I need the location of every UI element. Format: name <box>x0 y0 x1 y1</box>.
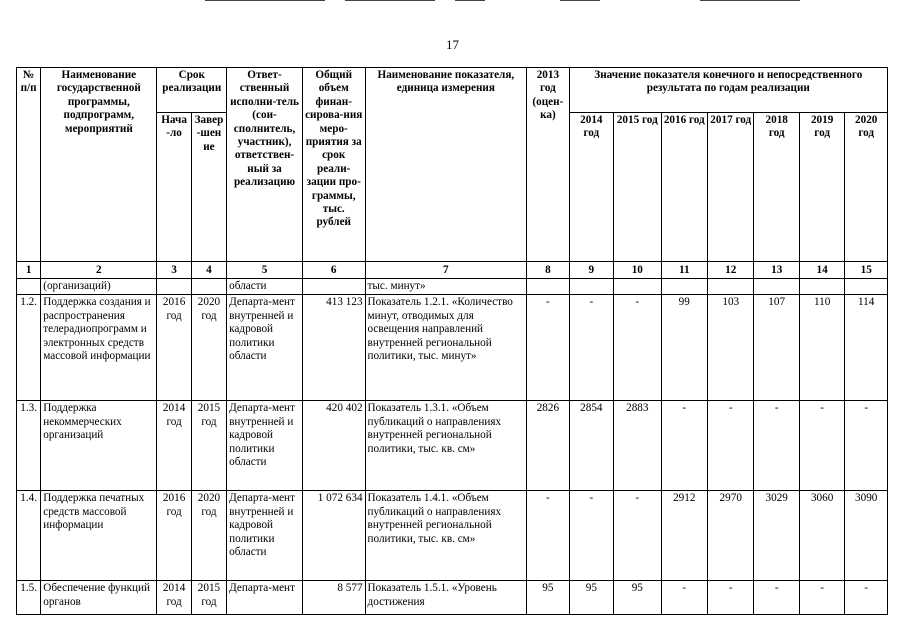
row-number: 1.4. <box>17 491 41 581</box>
row-value: 107 <box>754 295 799 401</box>
column-number: 6 <box>302 262 365 279</box>
scan-top-edge <box>0 0 905 2</box>
row-value: 110 <box>799 295 844 401</box>
row-value: 95 <box>569 581 613 615</box>
row-name: Обеспечение функций органов <box>41 581 157 615</box>
row-indicator: Показатель 1.3.1. «Объем публикаций о направлениях внутренней региональной политики, тыс. кв. см» <box>365 401 527 491</box>
column-number: 4 <box>191 262 226 279</box>
row-volume: 413 123 <box>302 295 365 401</box>
row-value: - <box>708 581 754 615</box>
row-value: - <box>799 401 844 491</box>
column-number: 14 <box>799 262 844 279</box>
table-row <box>17 491 888 581</box>
program-table <box>16 67 888 615</box>
row-end: 2020 год <box>191 295 226 401</box>
row-start: 2014 год <box>157 581 191 615</box>
row-end: 2015 год <box>191 401 226 491</box>
row-responsible: Департа-мент внутренней и кадровой политики области <box>227 491 303 581</box>
row-value: 2970 <box>708 491 754 581</box>
row-value: 114 <box>845 295 888 401</box>
row-number: 1.2. <box>17 295 41 401</box>
row-name: Поддержка некоммерческих организаций <box>41 401 157 491</box>
row-responsible: Департа-мент <box>227 581 303 615</box>
table-row <box>17 401 888 491</box>
row-value: 2883 <box>614 401 661 491</box>
row-name: Поддержка печатных средств массовой информации <box>41 491 157 581</box>
header-funding-volume: Общий объем финан-сирова-ния меро-приятия за срок реали-зации про-граммы, тыс. рублей <box>302 68 365 262</box>
row-responsible: Департа-мент внутренней и кадровой политики области <box>227 295 303 401</box>
row-end: 2020 год <box>191 491 226 581</box>
header-number: № п/п <box>17 68 41 262</box>
header-term-start: Нача-ло <box>157 113 191 262</box>
row-volume: 420 402 <box>302 401 365 491</box>
column-number: 9 <box>569 262 613 279</box>
table-row <box>17 581 888 615</box>
continuation-row <box>17 279 888 295</box>
row-value: - <box>754 581 799 615</box>
row-value: 103 <box>708 295 754 401</box>
row-value-2013: 95 <box>527 581 569 615</box>
row-start: 2014 год <box>157 401 191 491</box>
column-number: 7 <box>365 262 527 279</box>
column-number: 13 <box>754 262 799 279</box>
row-value: - <box>569 491 613 581</box>
header-program-name: Наименование государственной программы, подпрограмм, мероприятий <box>41 68 157 262</box>
column-number: 3 <box>157 262 191 279</box>
table-row <box>17 295 888 401</box>
row-indicator: Показатель 1.2.1. «Количество минут, отводимых для освещения направлений внутренней региональной политики, тыс. минут» <box>365 295 527 401</box>
row-value: 2854 <box>569 401 613 491</box>
column-number: 8 <box>527 262 569 279</box>
row-value: 3029 <box>754 491 799 581</box>
header-year-2018: 2018 год <box>754 113 799 262</box>
row-value-2013: - <box>527 491 569 581</box>
continuation-indicator: тыс. минут» <box>365 279 527 295</box>
row-number: 1.3. <box>17 401 41 491</box>
column-number: 11 <box>661 262 707 279</box>
continuation-responsible: области <box>227 279 303 295</box>
column-number: 2 <box>41 262 157 279</box>
row-value: - <box>569 295 613 401</box>
header-year-2015: 2015 год <box>614 113 661 262</box>
row-value: - <box>754 401 799 491</box>
row-value: 3060 <box>799 491 844 581</box>
row-value: - <box>708 401 754 491</box>
row-value: 99 <box>661 295 707 401</box>
row-value: - <box>661 581 707 615</box>
row-value: 95 <box>614 581 661 615</box>
row-start: 2016 год <box>157 295 191 401</box>
row-value: - <box>614 491 661 581</box>
row-indicator: Показатель 1.4.1. «Объем публикаций о направлениях внутренней региональной политики, тыс. кв. см» <box>365 491 527 581</box>
row-value: - <box>661 401 707 491</box>
row-volume: 8 577 <box>302 581 365 615</box>
column-number: 5 <box>227 262 303 279</box>
header-2013: 2013 год (оцен-ка) <box>527 68 569 262</box>
header-year-2016: 2016 год <box>661 113 707 262</box>
header-year-2017: 2017 год <box>708 113 754 262</box>
row-value: - <box>845 581 888 615</box>
header-row-1 <box>17 68 888 113</box>
column-number: 10 <box>614 262 661 279</box>
row-volume: 1 072 634 <box>302 491 365 581</box>
page-number: 17 <box>446 37 459 52</box>
row-responsible: Департа-мент внутренней и кадровой политики области <box>227 401 303 491</box>
row-indicator: Показатель 1.5.1. «Уровень достижения <box>365 581 527 615</box>
column-number: 1 <box>17 262 41 279</box>
row-start: 2016 год <box>157 491 191 581</box>
header-responsible: Ответ-ственный исполни-тель (сои-сполнитель, участник), ответствен-ный за реализацию <box>227 68 303 262</box>
row-value: - <box>799 581 844 615</box>
header-year-2014: 2014 год <box>569 113 613 262</box>
row-end: 2015 год <box>191 581 226 615</box>
header-year-2019: 2019 год <box>799 113 844 262</box>
row-value: - <box>614 295 661 401</box>
row-value: 3090 <box>845 491 888 581</box>
row-value-2013: - <box>527 295 569 401</box>
header-indicator: Наименование показателя, единица измерения <box>365 68 527 262</box>
header-year-2020: 2020 год <box>845 113 888 262</box>
row-number: 1.5. <box>17 581 41 615</box>
row-name: Поддержка создания и распространения телерадиопрограмм и электронных средств массовой информации <box>41 295 157 401</box>
header-values-title: Значение показателя конечного и непосредственного результата по годам реализации <box>569 68 887 113</box>
header-term: Срок реализации <box>157 68 227 113</box>
row-value-2013: 2826 <box>527 401 569 491</box>
column-number-row <box>17 262 888 279</box>
header-term-end: Завер-шение <box>191 113 226 262</box>
continuation-name: (организаций) <box>41 279 157 295</box>
row-value: - <box>845 401 888 491</box>
column-number: 12 <box>708 262 754 279</box>
row-value: 2912 <box>661 491 707 581</box>
column-number: 15 <box>845 262 888 279</box>
